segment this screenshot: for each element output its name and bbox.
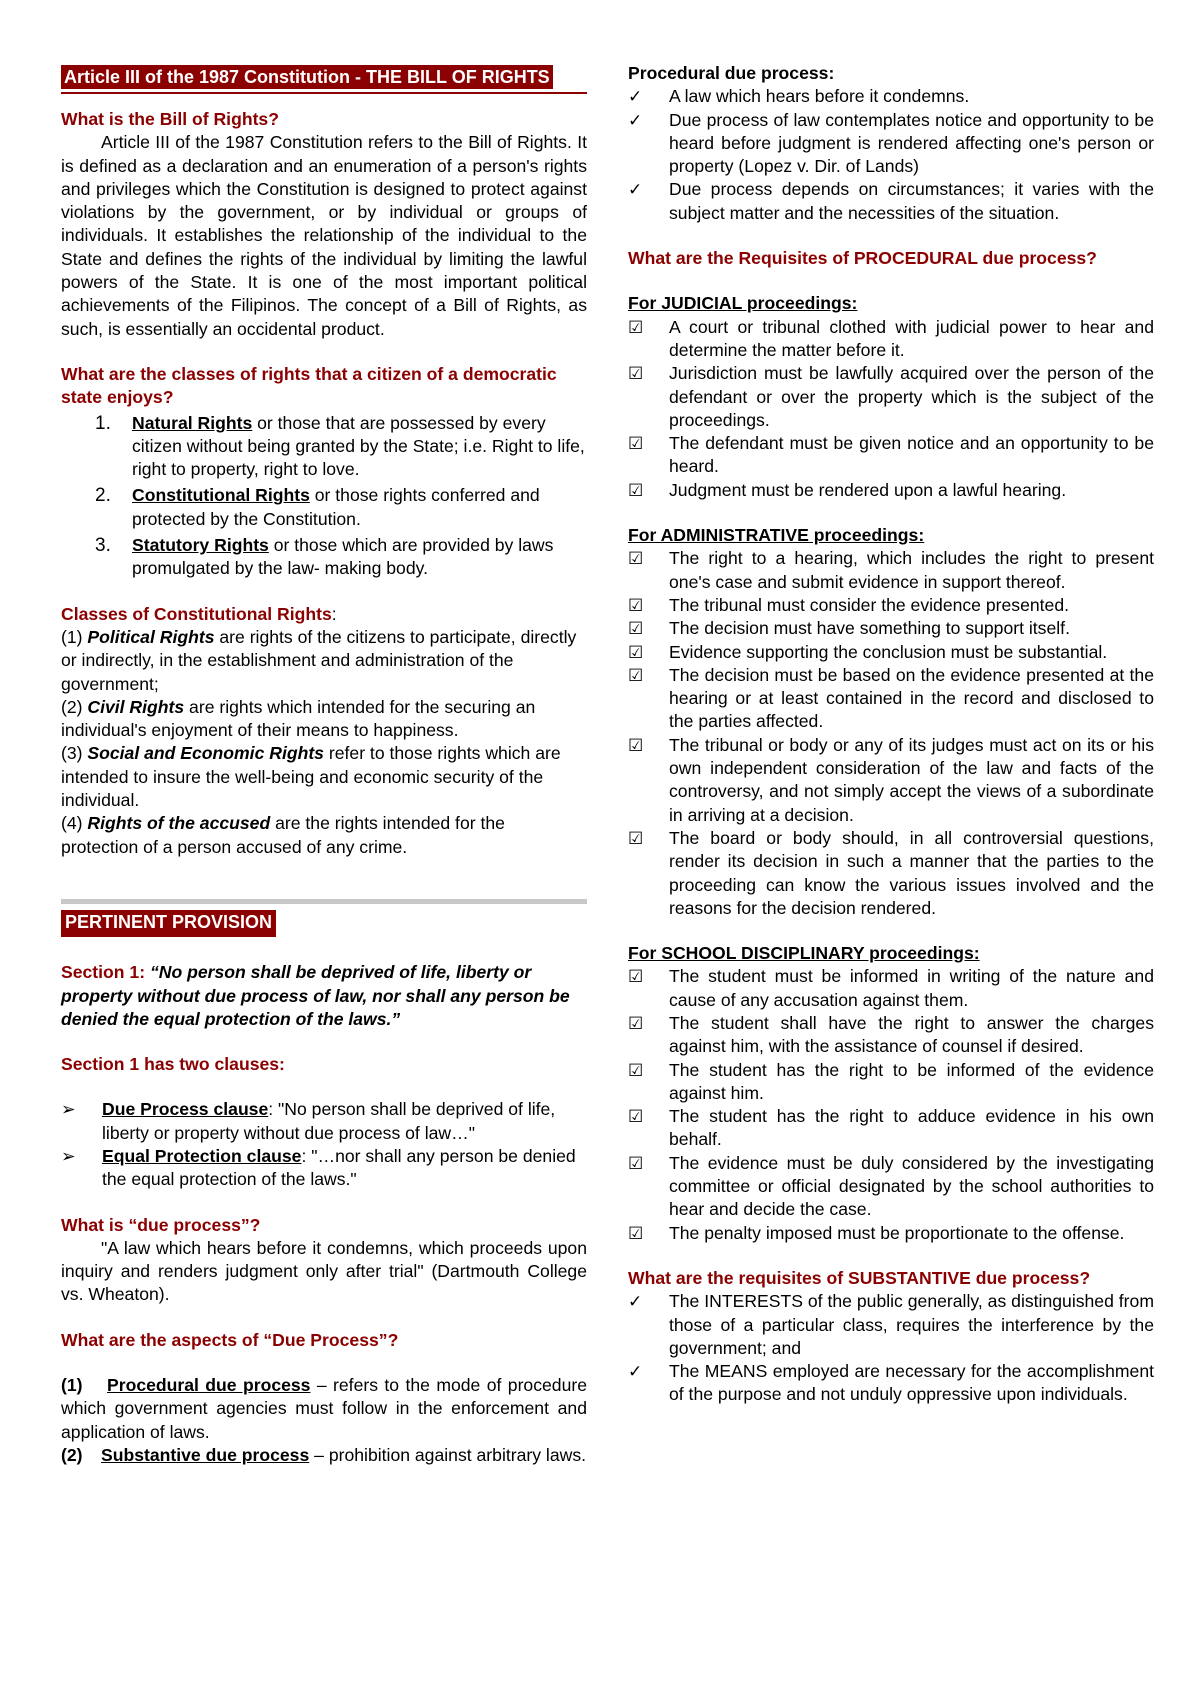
list-item (628, 316, 1154, 363)
list-item (628, 641, 1154, 664)
school-disciplinary-list (628, 965, 1154, 1245)
question-two-clauses: Section 1 has two clauses: (61, 1054, 285, 1075)
checkbox-icon: ☑ (628, 665, 644, 685)
item-text: The board or body should, in all controversial questions, render its decision in such a manner that the parties to the proceeding can know the various issues involved and the reasons for the decision rendered. (669, 827, 1154, 918)
question-constitutional-rights (61, 603, 587, 626)
list-item (61, 626, 587, 696)
checkmark-icon: ✓ (628, 180, 643, 200)
section-1-label: Section 1: (61, 962, 150, 983)
item-number: (2) (61, 1444, 83, 1465)
list-item (61, 1444, 587, 1467)
checkbox-icon: ☑ (628, 480, 644, 500)
list-item (61, 812, 587, 859)
checkbox-icon: ☑ (628, 364, 644, 384)
arrow-bullet-icon: ➢ (61, 1145, 76, 1166)
list-item (628, 617, 1154, 640)
doc-title: Article III of the 1987 Constitution - THE BILL OF RIGHTS (61, 65, 553, 89)
section-1-quote: “No person shall be deprived of life, liberty or property without due process of law, nor shall any person be denied the equal protection of the laws.” (61, 962, 570, 1029)
term-civil-rights: Civil Rights (87, 696, 185, 717)
checkmark-icon: ✓ (628, 110, 643, 130)
procedural-heading: Procedural due process: (628, 63, 835, 83)
item-text: The student has the right to adduce evidence in his own behalf. (669, 1106, 1154, 1150)
item-desc: are the rights intended for the protection of a person accused of any crime. (61, 813, 505, 857)
list-item (61, 1374, 587, 1444)
item-text: The decision must have something to support itself. (669, 618, 1070, 639)
term-substantive: Substantive due process (101, 1444, 310, 1465)
list-item (628, 109, 1154, 179)
term-due-process-clause: Due Process clause (102, 1099, 269, 1120)
question-procedural-requisites: What are the Requisites of PROCEDURAL due process? (628, 248, 1097, 269)
item-text: The tribunal or body or any of its judges must act on its or his own independent consideration of the law and facts of the controversy, and not simply accept the views of a subordinate in arriving at a decision. (669, 734, 1154, 825)
list-item (61, 534, 587, 581)
list-item (628, 1222, 1154, 1245)
question-text: Classes of Constitutional Rights (61, 603, 332, 624)
list-item (628, 547, 1154, 594)
list-number: 3. (95, 535, 111, 557)
administrative-list (628, 547, 1154, 920)
checkbox-icon: ☑ (628, 1107, 644, 1127)
item-text: Jurisdiction must be lawfully acquired over the person of the defendant or over the property which is the subject of the proceedings. (669, 363, 1154, 430)
checkbox-icon: ☑ (628, 1013, 644, 1033)
question-due-process: What is “due process”? (61, 1214, 261, 1235)
list-item (61, 484, 587, 531)
judicial-list (628, 316, 1154, 502)
item-text: The student must be informed in writing of the nature and cause of any accusation against them. (669, 966, 1154, 1010)
checkbox-icon: ☑ (628, 828, 644, 848)
doc-title-block (61, 62, 587, 94)
term-rights-of-accused: Rights of the accused (87, 813, 271, 834)
item-text: Judgment must be rendered upon a lawful hearing. (669, 479, 1067, 500)
checkbox-icon: ☑ (628, 317, 644, 337)
item-text: The evidence must be duly considered by the investigating committee or official designated by the school authorities to hear and decide the case. (669, 1152, 1154, 1220)
item-desc: are rights which intended for the securing an individual's enjoyment of their means to happiness. (61, 696, 536, 741)
section-divider (61, 899, 587, 904)
school-disciplinary-heading: For SCHOOL DISCIPLINARY proceedings: (628, 943, 980, 964)
item-desc: : "…nor shall any person be denied the equal protection of the laws." (102, 1145, 576, 1190)
list-item (628, 1105, 1154, 1152)
item-text: The tribunal must consider the evidence presented. (669, 594, 1070, 615)
aspects-list (61, 1374, 587, 1467)
question-bill-of-rights: What is the Bill of Rights? (61, 109, 279, 129)
checkbox-icon: ☑ (628, 735, 644, 755)
list-item (628, 1012, 1154, 1059)
right-column (628, 62, 1154, 1407)
item-text: The student shall have the right to answer the charges against him, with the assistance of counsel if desired. (669, 1012, 1154, 1057)
administrative-heading: For ADMINISTRATIVE proceedings: (628, 525, 925, 546)
list-item (628, 827, 1154, 920)
item-text: The MEANS employed are necessary for the accomplishment of the purpose and not unduly oppressive upon individuals. (669, 1361, 1154, 1405)
list-item (628, 1152, 1154, 1222)
list-item (61, 696, 587, 743)
list-item (61, 742, 587, 812)
item-text: The right to a hearing, which includes the right to present one's case and submit evidence in support thereof. (669, 548, 1154, 592)
left-column (61, 62, 587, 1467)
item-text: Evidence supporting the conclusion must be substantial. (669, 641, 1108, 662)
checkbox-icon: ☑ (628, 1060, 644, 1080)
list-item (61, 412, 587, 482)
item-desc: refer to those rights which are intended to insure the well-being and economic security of the individual. (61, 743, 561, 811)
item-desc: are rights of the citizens to participate, directly or indirectly, in the establishment and administration of the government; (61, 626, 577, 694)
checkbox-icon: ☑ (628, 1223, 644, 1243)
checkbox-icon: ☑ (628, 967, 644, 987)
item-number: (2) (61, 696, 88, 717)
desc-constitutional-rights: or those rights conferred and protected by the Constitution. (132, 485, 540, 529)
checkmark-icon: ✓ (628, 1362, 643, 1382)
term-procedural: Procedural due process (107, 1375, 311, 1396)
checkbox-icon: ☑ (628, 619, 644, 639)
const-rights-list (61, 626, 587, 859)
classes-of-rights-list (61, 412, 587, 581)
list-item (61, 1098, 587, 1145)
list-item (628, 594, 1154, 617)
checkmark-icon: ✓ (628, 1292, 643, 1312)
item-text: Due process of law contemplates notice and opportunity to be heard before judgment is rendered affecting one's person or property (Lopez v. Dir. of Lands) (669, 109, 1154, 177)
judicial-heading: For JUDICIAL proceedings: (628, 293, 858, 314)
item-text: The defendant must be given notice and an opportunity to be heard. (669, 433, 1154, 477)
procedural-list (628, 85, 1154, 225)
list-item (628, 432, 1154, 479)
item-text: The penalty imposed must be proportionate to the offense. (669, 1222, 1125, 1243)
term-natural-rights: Natural Rights (132, 412, 253, 433)
list-number: 1. (95, 412, 111, 434)
item-text: A court or tribunal clothed with judicial power to hear and determine the matter before it. (669, 316, 1154, 360)
list-item (628, 178, 1154, 225)
term-political-rights: Political Rights (87, 626, 215, 647)
question-colon: : (331, 603, 337, 624)
list-item (628, 479, 1154, 502)
item-text: The INTERESTS of the public generally, as distinguished from those of a particular class, requires the interference by the government; and (669, 1291, 1154, 1358)
item-text: The decision must be based on the evidence presented at the hearing or at least contained in the record and disclosed to the parties affected. (669, 664, 1154, 732)
checkbox-icon: ☑ (628, 595, 644, 615)
pertinent-provision-heading: PERTINENT PROVISION (61, 910, 276, 937)
item-desc: – prohibition against arbitrary laws. (309, 1444, 587, 1465)
checkbox-icon: ☑ (628, 434, 644, 454)
list-item (628, 1360, 1154, 1407)
item-number: (1) (61, 626, 88, 647)
question-aspects: What are the aspects of “Due Process”? (61, 1329, 399, 1350)
list-item (628, 362, 1154, 432)
item-number: (4) (61, 813, 88, 834)
checkbox-icon: ☑ (628, 1153, 644, 1173)
term-social-economic-rights: Social and Economic Rights (87, 743, 324, 764)
list-number: 2. (95, 485, 111, 507)
term-equal-protection-clause: Equal Protection clause (102, 1145, 302, 1166)
answer-due-process: "A law which hears before it condemns, which proceeds upon inquiry and renders judgment only after trial" (Dartmouth College vs. Wheaton). (61, 1237, 587, 1305)
list-item (628, 85, 1154, 108)
item-text: A law which hears before it condemns. (669, 86, 970, 107)
question-classes-of-rights: What are the classes of rights that a citizen of a democratic state enjoys? (61, 363, 557, 408)
item-text: The student has the right to be informed of the evidence against him. (669, 1059, 1154, 1103)
list-item (628, 734, 1154, 827)
list-item (628, 1290, 1154, 1360)
clauses-list (61, 1098, 587, 1191)
term-statutory-rights: Statutory Rights (132, 535, 269, 556)
desc-statutory-rights: or those which are provided by laws promulgated by the law- making body. (132, 535, 554, 579)
checkbox-icon: ☑ (628, 642, 644, 662)
list-item (628, 965, 1154, 1012)
section-1-text (61, 961, 587, 1031)
item-desc: : "No person shall be deprived of life, liberty or property without due process of law…" (102, 1099, 556, 1143)
list-item (628, 1059, 1154, 1106)
substantive-list (628, 1290, 1154, 1406)
desc-natural-rights: or those that are possessed by every citizen without being granted by the State; i.e. Right to life, right to property, right to love. (132, 412, 585, 480)
question-substantive-requisites: What are the requisites of SUBSTANTIVE due process? (628, 1267, 1091, 1288)
item-text: Due process depends on circumstances; it varies with the subject matter and the necessities of the situation. (669, 179, 1154, 223)
list-item (628, 664, 1154, 734)
answer-bill-of-rights: Article III of the 1987 Constitution refers to the Bill of Rights. It is defined as a declaration and an enumeration of a person's rights and privileges which the Constitution is designed to protect against violations by the government, or by individual or groups of individuals. It establishes the relationship of the individual to the State and defines the rights of the individual by limiting the lawful powers of the State. It is one of the most important political achievements of the Filipinos. The concept of a Bill of Rights, as such, is essentially an occidental product. (61, 132, 587, 339)
item-number: (3) (61, 743, 88, 764)
checkbox-icon: ☑ (628, 549, 644, 569)
item-desc: – refers to the mode of procedure which government agencies must follow in the enforcement and application of laws. (61, 1375, 588, 1442)
list-item (61, 1145, 587, 1192)
item-number: (1) (61, 1375, 83, 1396)
arrow-bullet-icon: ➢ (61, 1099, 76, 1120)
term-constitutional-rights: Constitutional Rights (132, 485, 310, 506)
checkmark-icon: ✓ (628, 87, 643, 107)
